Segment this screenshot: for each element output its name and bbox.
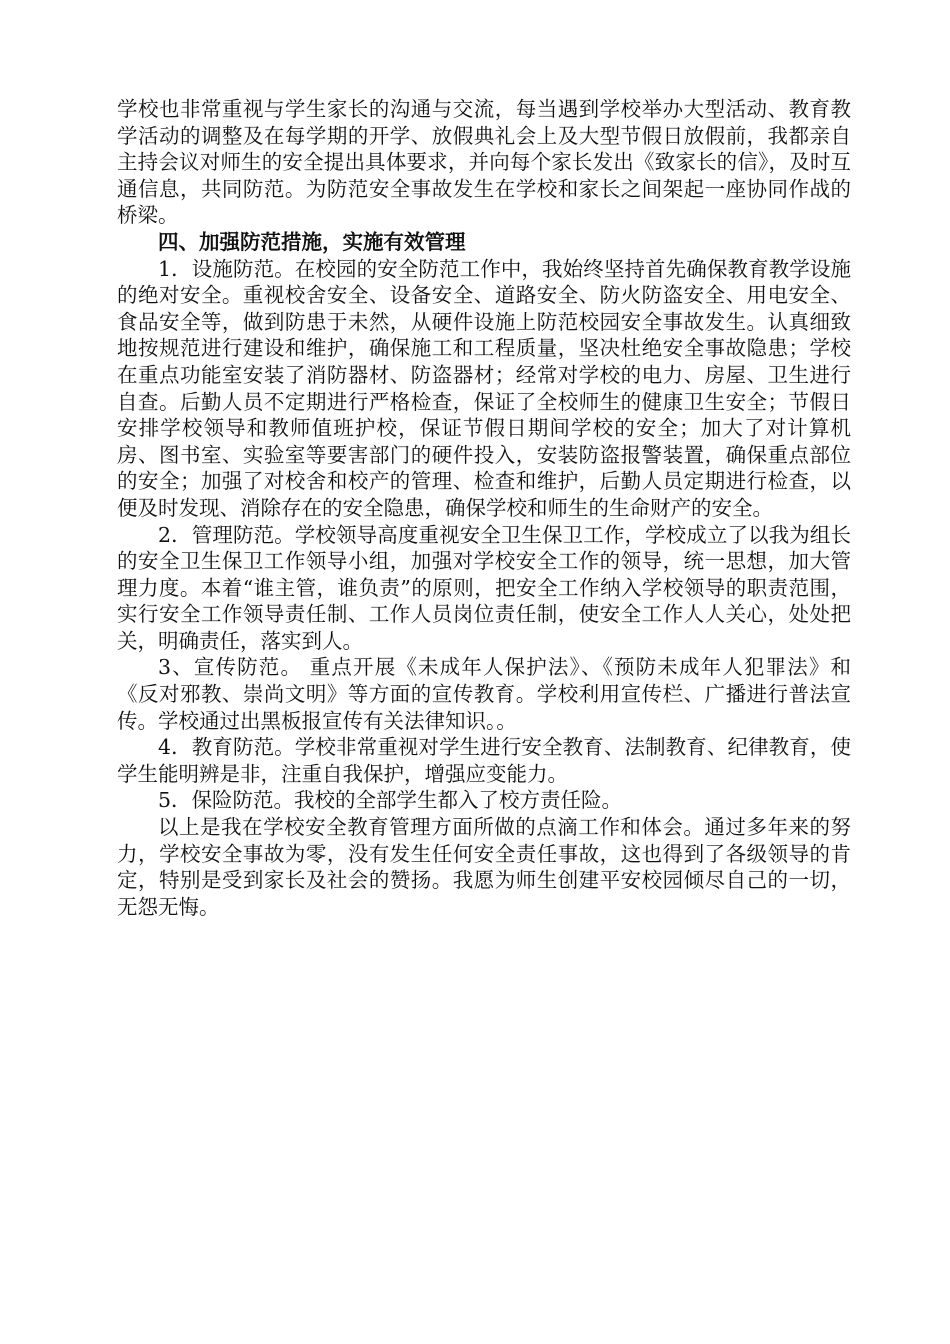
item-education-prevention: 4．教育防范。学校非常重视对学生进行安全教育、法制教育、纪律教育，使学生能明辨是非，注重自我保护，增强应变能力。 <box>117 735 851 786</box>
section-heading: 四、加强防范措施，实施有效管理 <box>158 229 466 254</box>
item-management-prevention: 2．管理防范。学校领导高度重视安全卫生保卫工作，学校成立了以我为组长的安全卫生保卫工作领导小组，加强对学校安全工作的领导，统一思想，加大管理力度。本着“谁主管，谁负责”的原则，把安全工作纳入学校领导的职责范围，实行安全工作领导责任制、工作人员岗位责任制，使安全工作人人关心，处处把关，明确责任，落实到人。 <box>117 522 851 653</box>
continuation-paragraph: 学校也非常重视与学生家长的沟通与交流，每当遇到学校举办大型活动、教育教学活动的调整及在每学期的开学、放假典礼会上及大型节假日放假前，我都亲自主持会议对师生的安全提出具体要求，并向每个家长发出《致家长的信》，及时互通信息，共同防范。为防范安全事故发生在学校和家长之间架起一座协同作战的桥梁。 <box>117 97 851 228</box>
item-facility-prevention: 1．设施防范。在校园的安全防范工作中，我始终坚持首先确保教育教学设施的绝对安全。重视校舍安全、设备安全、道路安全、防火防盗安全、用电安全、食品安全等，做到防患于未然，从硬件设施上防范校园安全事故发生。认真细致地按规范进行建设和维护，确保施工和工程质量，坚决杜绝安全事故隐患；学校在重点功能室安装了消防器材、防盗器材；经常对学校的电力、房屋、卫生进行自查。后勤人员不定期进行严格检查，保证了全校师生的健康卫生安全；节假日安排学校领导和教师值班护校，保证节假日期间学校的安全；加大了对计算机房、图书室、实验室等要害部门的硬件投入，安装防盗报警装置，确保重点部位的安全；加强了对校舍和校产的管理、检查和维护，后勤人员定期进行检查，以便及时发现、消除存在的安全隐患，确保学校和师生的生命财产的安全。 <box>117 256 851 520</box>
document-page <box>117 96 851 920</box>
item-insurance-prevention: 5．保险防范。我校的全部学生都入了校方责任险。 <box>158 788 623 813</box>
item-publicity-prevention: 3、宣传防范。 重点开展《未成年人保护法》、《预防未成年人犯罪法》和《反对邪教、崇尚文明》等方面的宣传教育。学校利用宣传栏、广播进行普法宣传。学校通过出黑板报宣传有关法律知识。。 <box>117 655 851 733</box>
conclusion-paragraph: 以上是我在学校安全教育管理方面所做的点滴工作和体会。通过多年来的努力，学校安全事故为零，没有发生任何安全责任事故，这也得到了各级领导的肯定，特别是受到家长及社会的赞扬。我愿为师生创建平安校园倾尽自己的一切，无怨无悔。 <box>117 815 851 919</box>
